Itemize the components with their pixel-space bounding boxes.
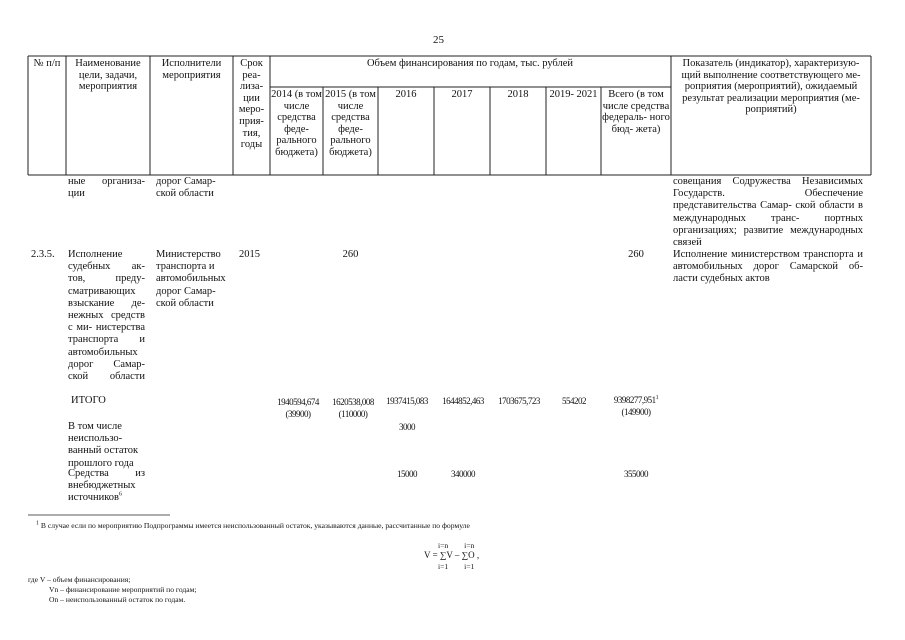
formula-main: V = ∑V – ∑O ,: [424, 550, 480, 560]
row-235-2015: 260: [342, 249, 359, 260]
total-2017: 1644852,463: [442, 396, 484, 406]
total-2016: 1937415,083: [386, 396, 428, 406]
row-235-name: Исполнение судебных ак- тов, преду- сматривающих взыскание де- нежных средств с ми- нистерства транспорта и автомобильных дорог Самар- ской области: [68, 249, 145, 383]
extra-2016: 15000: [397, 469, 417, 479]
extra-total: 355000: [624, 469, 648, 479]
unused-label: В том числе неиспользо- ванный остаток прошлого года: [68, 421, 139, 469]
total-2015-federal: (110000): [338, 409, 368, 419]
header-year-2018: 2018: [507, 89, 529, 100]
header-year-2019-2021: 2019- 2021: [549, 89, 598, 100]
total-label: ИТОГО: [71, 395, 106, 406]
header-name: Наименование цели, задачи, мероприятия: [75, 58, 141, 93]
total-sum-footnote-marker: 1: [655, 395, 659, 401]
header-executors: Исполнители мероприятия: [161, 58, 222, 81]
header-year-2015: 2015 (в том числе средства феде- рального бюджета): [325, 89, 376, 158]
row-235-indicator: Исполнение министерством транспорта и автомобильных дорог Самарской об- ласти судебных актов: [673, 249, 863, 285]
formula-lower-limits: i=1 i=1: [438, 562, 475, 571]
header-funding-title: Объем финансирования по годам, тыс. рублей: [366, 58, 574, 69]
total-2015-cell: [325, 396, 381, 420]
extra-2017: 340000: [451, 469, 475, 479]
header-year-2017: 2017: [451, 89, 473, 100]
row-235-number: 2.3.5.: [31, 249, 55, 260]
total-2018: 1703675,723: [498, 396, 540, 406]
total-2015: 1620538,008: [332, 397, 374, 407]
header-indicator: Показатель (индикатор), характеризую- щий выполнение соответствующего ме- роприятия (мероприятий), ожидаемый результат реализации мероприятия (ме- роприятий): [681, 58, 861, 116]
header-year-2016: 2016: [395, 89, 417, 100]
total-sum: 9398277,951: [613, 395, 656, 405]
continuation-executor: дорог Самар- ской области: [156, 176, 216, 200]
total-2014: 1940594,674: [277, 397, 319, 407]
continuation-name: ные организа- ции: [68, 176, 145, 200]
continuation-indicator: совещания Содружества Независимых Государств. Обеспечение представительства Самар- ской области в международных транс- портных организациях; развитие международных связей: [673, 176, 863, 249]
footnote-text: $^1$ В случае если по мероприятию Подпрограммы имеется неиспользованный остаток, указываются данные, рассчитанные по формуле: [36, 520, 470, 530]
where-line-3: On – неиспользованный остаток по годам.: [49, 595, 186, 604]
total-sum-cell: [602, 394, 670, 418]
total-2019-2021: 554202: [562, 396, 586, 406]
extra-label: Средства из внебюджетных источников$^6$: [68, 468, 145, 504]
row-235-executor: Министерство транспорта и автомобильных дорог Самар- ской области: [156, 249, 226, 309]
unused-2016: 3000: [399, 422, 415, 432]
where-line-1: где V – объем финансирования;: [28, 575, 131, 584]
page-number: 25: [433, 34, 444, 46]
header-term: Срок реа- лиза- ции меро- прия- тия, годы: [238, 58, 265, 151]
header-no: № п/п: [33, 58, 61, 69]
where-line-2: Vn – финансирование мероприятий по годам;: [49, 585, 197, 594]
row-235-term: 2015: [239, 249, 260, 260]
formula-upper-limits: i=n i=n: [438, 541, 475, 550]
footnote-marker: 1: [36, 520, 39, 527]
total-2014-federal: (39900): [285, 409, 311, 419]
header-year-total: Всего (в том числе средства федераль- ного бюд- жета): [602, 89, 670, 135]
row-235-total: 260: [628, 249, 644, 260]
extra-label-footnote-marker: 6: [119, 491, 123, 498]
header-year-2014: 2014 (в том числе средства феде- рального бюджета): [271, 89, 322, 158]
total-sum-federal: (149900): [621, 407, 651, 417]
total-2014-cell: [271, 396, 325, 420]
